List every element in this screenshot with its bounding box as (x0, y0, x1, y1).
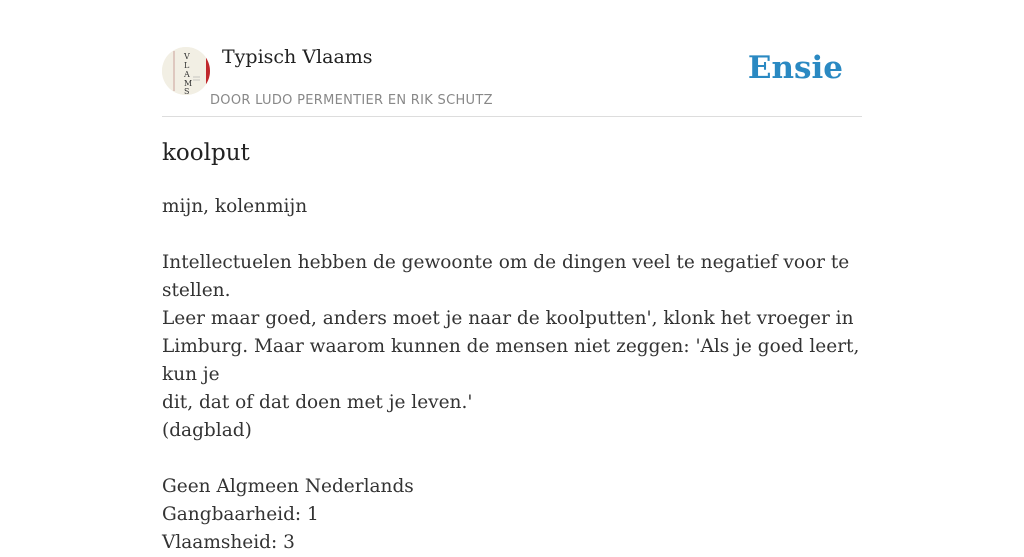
meta-gangbaarheid: Gangbaarheid: 1 (162, 504, 319, 525)
svg-text:V: V (184, 52, 190, 61)
book-authors: DOOR LUDO PERMENTIER EN RIK SCHUTZ (210, 93, 493, 108)
header (162, 0, 862, 117)
svg-text:L: L (184, 61, 190, 70)
example-line: Limburg. Maar waarom kunnen de mensen niet zeggen: 'Als je goed leert, kun je (162, 336, 860, 385)
book-title[interactable]: Typisch Vlaams (222, 46, 373, 68)
book-cover-avatar[interactable] (162, 47, 210, 95)
meta-vlaamsheid: Vlaamsheid: 3 (162, 532, 295, 553)
example-line: Intellectuelen hebben de gewoonte om de dingen veel te negatief voor te stellen. (162, 252, 850, 301)
brand-logo[interactable]: Ensie (747, 50, 843, 86)
svg-text:A: A (184, 70, 190, 79)
svg-text:S: S (184, 87, 190, 95)
book-logo-icon (162, 47, 210, 95)
page (162, 0, 862, 553)
svg-text:M: M (184, 79, 193, 88)
entry-title: koolput (162, 140, 250, 166)
example-line: Leer maar goed, anders moet je naar de koolputten', klonk het vroeger in (162, 308, 854, 329)
example-source: (dagblad) (162, 420, 252, 441)
entry-body (162, 193, 862, 557)
example-line: dit, dat of dat doen met je leven.' (162, 392, 473, 413)
meta-language: Geen Algmeen Nederlands (162, 476, 414, 497)
entry-definition: mijn, kolenmijn (162, 196, 308, 217)
